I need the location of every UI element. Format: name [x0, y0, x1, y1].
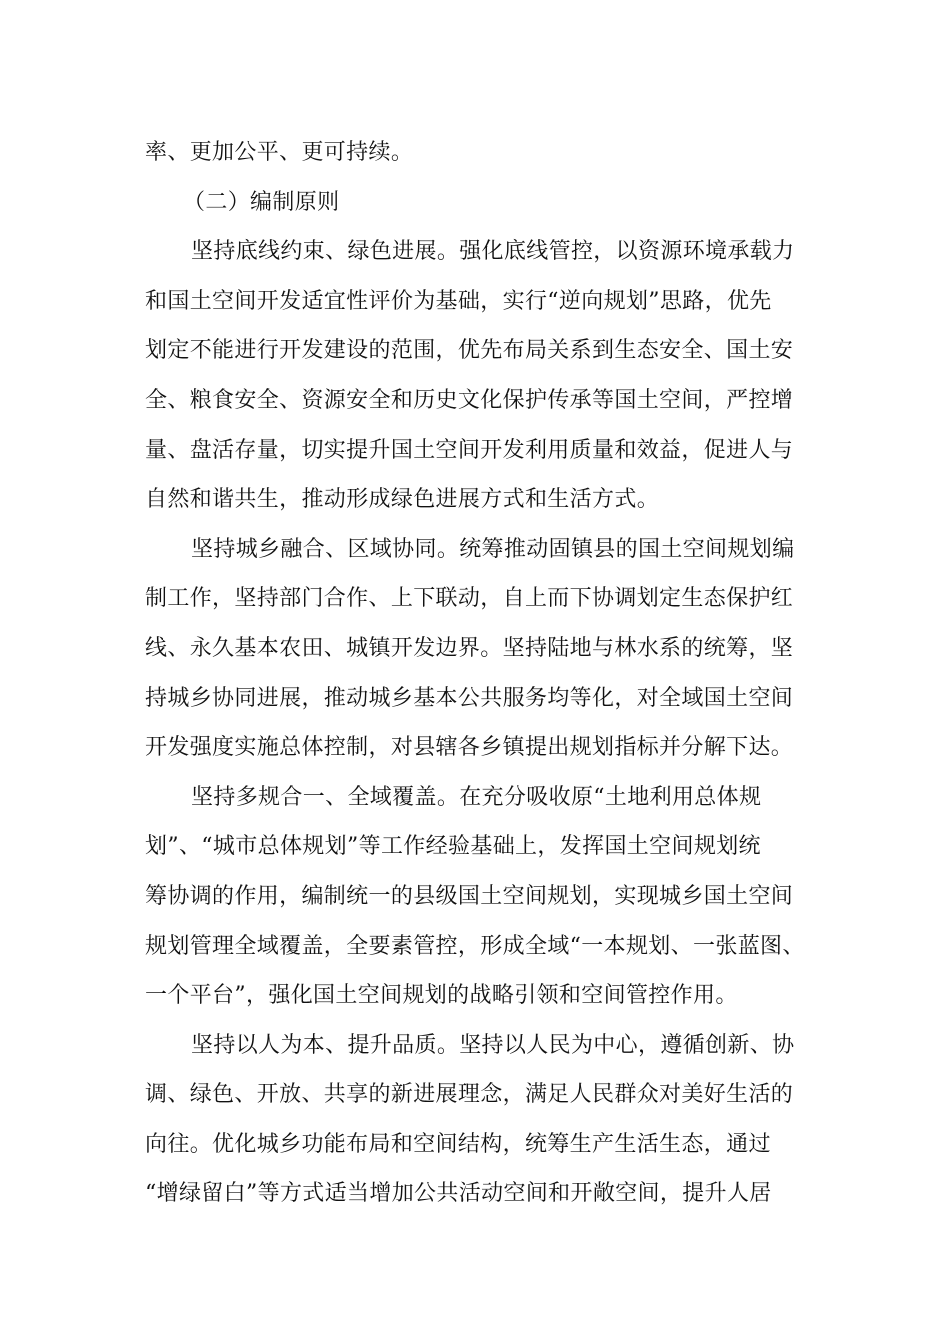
text-line: 向往。优化城乡功能布局和空间结构，统筹生产生活生态，通过 — [145, 1131, 771, 1157]
text-line: 规划管理全域覆盖，全要素管控，形成全域“一本规划、一张蓝图、 — [145, 933, 805, 959]
text-line: 线、永久基本农田、城镇开发边界。坚持陆地与林水系的统筹，坚 — [145, 635, 794, 661]
paragraph-start-line: 坚持底线约束、绿色进展。强化底线管控，以资源环境承载力 — [191, 239, 795, 265]
paragraph-start-line: 坚持多规合一、全域覆盖。在充分吸收原“土地利用总体规 — [191, 784, 762, 810]
text-line: 和国土空间开发适宜性评价为基础，实行“逆向规划”思路，优先 — [145, 288, 772, 314]
paragraph-start-line: 坚持以人为本、提升品质。坚持以人民为中心，遵循创新、协 — [191, 1032, 795, 1058]
text-line: 量、盘活存量，切实提升国土空间开发利用质量和效益，促进人与 — [145, 437, 794, 463]
text-line: 自然和谐共生，推动形成绿色进展方式和生活方式。 — [145, 487, 660, 513]
text-line: 划定不能进行开发建设的范围，优先布局关系到生态安全、国土安 — [145, 338, 794, 364]
paragraph-start-line: 坚持城乡融合、区域协同。统筹推动固镇县的国土空间规划编 — [191, 536, 795, 562]
text-line: 一个平台”，强化国土空间规划的战略引领和空间管控作用。 — [145, 983, 738, 1009]
section-heading: （二）编制原则 — [183, 189, 340, 215]
text-line: 率、更加公平、更可持续。 — [145, 140, 414, 165]
text-line: 划”、“城市总体规划”等工作经验基础上，发挥国土空间规划统 — [145, 834, 761, 860]
text-line: 筹协调的作用，编制统一的县级国土空间规划，实现城乡国土空间 — [145, 883, 794, 909]
text-line: 开发强度实施总体控制，对县辖各乡镇提出规划指标并分解下达。 — [145, 735, 794, 761]
text-line: 全、粮食安全、资源安全和历史文化保护传承等国土空间，严控增 — [145, 387, 794, 413]
text-line: “增绿留白”等方式适当增加公共活动空间和开敞空间，提升人居 — [145, 1181, 772, 1207]
text-line: 持城乡协同进展，推动城乡基本公共服务均等化，对全域国土空间 — [145, 685, 794, 711]
document-page — [145, 128, 817, 1219]
text-line: 制工作，坚持部门合作、上下联动，自上而下协调划定生态保护红 — [145, 586, 794, 612]
text-line: 调、绿色、开放、共享的新进展理念，满足人民群众对美好生活的 — [145, 1082, 794, 1108]
